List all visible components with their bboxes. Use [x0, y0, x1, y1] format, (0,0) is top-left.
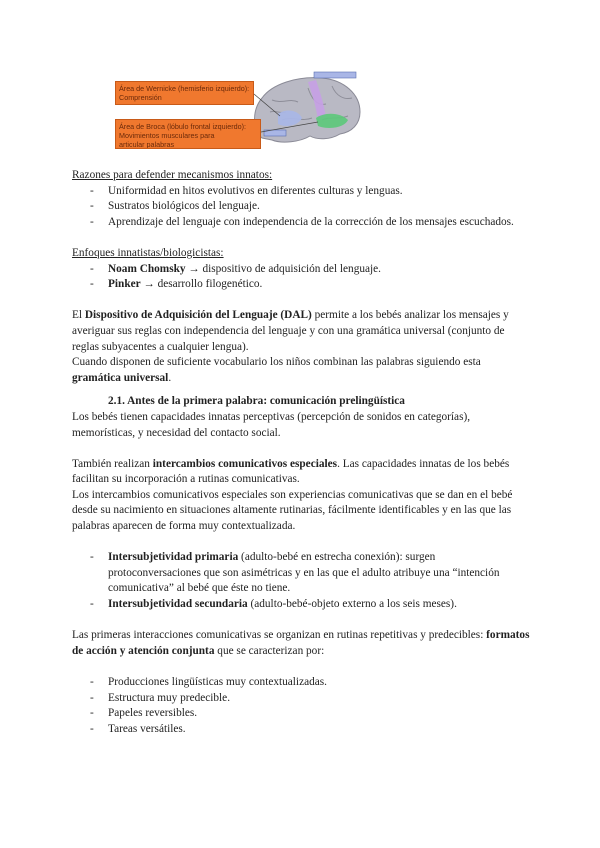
bold-term: Intersubjetividad secundaria — [108, 598, 248, 611]
author-name: Noam Chomsky — [108, 262, 186, 275]
text-run: El — [72, 309, 85, 322]
label-top — [314, 72, 356, 78]
text-run: (adulto-bebé en estrecha conexión): surgen protoconversaciones que son asimétricas y en las que el adulto atribuye una “intención comunicativa” al bebé que éste no tiene. — [108, 551, 500, 595]
text-run: También realizan — [72, 457, 153, 470]
callout-wernicke-line: Comprensión — [119, 93, 162, 102]
dal-paragraph — [72, 308, 530, 355]
formats-paragraph — [72, 628, 530, 659]
list-item: - Sustratos biológicos del lenguaje. — [72, 199, 530, 215]
approaches-title: Enfoques innatistas/biologicistas: — [72, 246, 224, 259]
innate-reasons-list — [72, 184, 530, 231]
list-item — [72, 262, 530, 278]
bold-term: Intersubjetividad primaria — [108, 551, 239, 564]
text-run: que se caracterizan por: — [214, 644, 325, 657]
section-heading: 2.1. Antes de la primera palabra: comunicación prelingüística — [108, 395, 405, 408]
text-run: permite a los bebés analizar los mensajes y averiguar sus reglas con independencia del lenguaje y con una gramática universal (conjunto de reglas subyacentes a cualquier lengua). — [72, 309, 509, 353]
exchanges-paragraph — [72, 457, 530, 488]
text-run: . — [168, 371, 172, 384]
bold-term: formatos de acción y atención conjunta — [72, 629, 530, 657]
list-item: - Tareas versátiles. — [72, 722, 530, 738]
callout-broca-line: Movimientos musculares para — [119, 131, 215, 140]
text-run: (adulto-bebé-objeto externo a los seis meses). — [247, 598, 457, 611]
intersubjectivity-list — [72, 550, 530, 612]
list-item — [72, 597, 530, 613]
list-item: - Producciones lingüísticas muy contextualizadas. — [72, 675, 530, 691]
list-item: - Estructura muy predecible. — [72, 691, 530, 707]
approaches-list — [72, 262, 530, 293]
text-run: . Las capacidades innatas de los bebés facilitan su incorporación a rutinas comunicativas. — [72, 457, 510, 486]
innate-reasons-title: Razones para defender mecanismos innatos: — [72, 169, 273, 181]
callout-wernicke-line: Área de Wernicke (hemisferio izquierdo): — [119, 84, 250, 93]
callout-broca — [115, 119, 261, 149]
bold-term: intercambios comunicativos especiales — [152, 457, 338, 470]
list-item: - Aprendizaje del lenguaje con independencia de la corrección de los mensajes escuchados. — [72, 215, 530, 231]
author-name: Pinker — [108, 278, 141, 291]
callout-broca-line: Área de Broca (lóbulo frontal izquierdo): — [119, 122, 247, 131]
formats-features-list — [72, 675, 530, 737]
text-run: Las primeras interacciones comunicativas se organizan en rutinas repetitivas y predecibles: — [72, 629, 487, 642]
document-body — [72, 168, 530, 737]
list-item: - Papeles reversibles. — [72, 706, 530, 722]
exchanges-definition: Los intercambios comunicativos especiales son experiencias comunicativas que se dan en el bebé desde su nacimiento en situaciones altamente rutinarias, fácilmente identificables y en las que las palabras aparecen de forma muy contextualizada. — [72, 488, 513, 533]
list-item — [72, 550, 530, 597]
text-run: Cuando disponen de suficiente vocabulario los niños combinan las palabras siguiendo esta — [72, 356, 481, 369]
brain-figure — [112, 70, 364, 150]
bold-term: Dispositivo de Adquisición del Lenguaje (DAL) — [84, 309, 312, 322]
author-description: → dispositivo de adquisición del lenguaje. — [185, 262, 381, 275]
intro-paragraph: Los bebés tienen capacidades innatas perceptivas (percepción de sonidos en categorías), memorísticas, y necesidad del contacto social. — [72, 410, 471, 439]
callout-broca-line: articular palabras — [119, 140, 175, 149]
callout-wernicke — [115, 81, 254, 105]
list-item: - Uniformidad en hitos evolutivos en diferentes culturas y lenguas. — [72, 184, 530, 200]
dal-paragraph-2 — [72, 355, 530, 386]
bold-term: gramática universal — [72, 371, 169, 384]
author-description: → desarrollo filogenético. — [140, 278, 263, 291]
list-item — [72, 277, 530, 293]
